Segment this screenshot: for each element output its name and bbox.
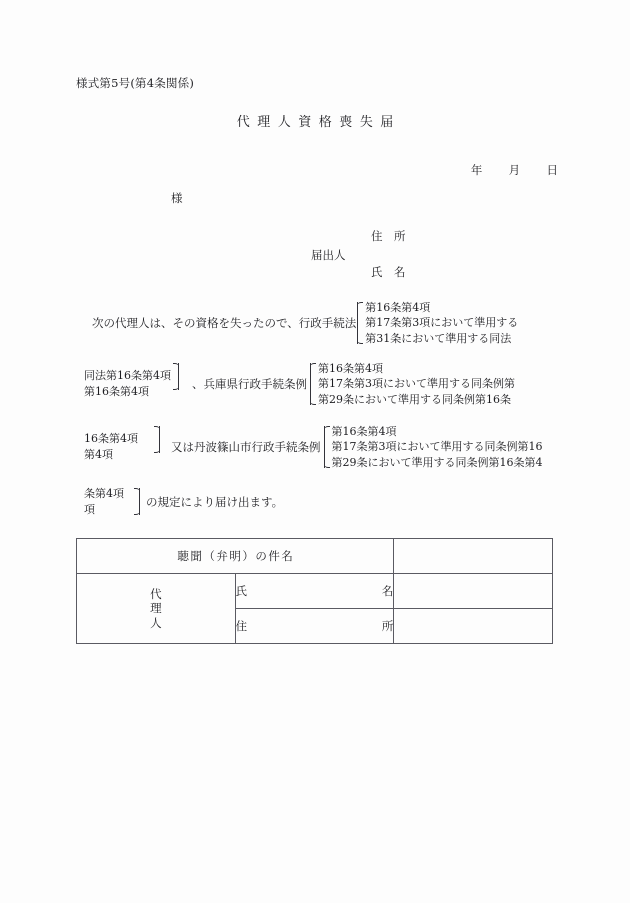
alternative-option: 第29条において準用する同条例第16条第4 (331, 455, 543, 469)
clause-connector-3: 又は丹波篠山市行政手続条例 (171, 440, 321, 455)
clause-alternatives-2 (318, 361, 515, 407)
agent-label-char: 人 (150, 615, 162, 630)
subject-value-cell[interactable] (394, 539, 553, 574)
agent-label-char: 代 (150, 587, 162, 602)
alternative-option: 第29条において準用する同条例第16条 (318, 392, 511, 406)
clause-connector-2: 、兵庫県行政手続条例 (192, 377, 307, 392)
left-brace-icon (323, 424, 332, 470)
clause-lead-text: 次の代理人は、その資格を失ったので、行政手続法 (92, 316, 357, 331)
agent-name-value-cell[interactable] (394, 574, 553, 609)
addressee-honorific: 様 (171, 191, 183, 205)
right-brace-icon (171, 361, 180, 392)
submitter-name-label: 氏 名 (371, 265, 406, 279)
clause-left-line: 同法第16条第4項 (84, 369, 171, 383)
clause-left-line: 第16条第4項 (84, 385, 149, 399)
alternative-option: 第17条第3項において準用する同条例第16 (331, 440, 543, 454)
agent-label-char: 理 (150, 601, 162, 616)
agent-address-label-cell (235, 609, 394, 644)
clause-left-line: 項 (84, 502, 95, 516)
alternative-option: 第16条第4項 (331, 425, 397, 438)
subject-label-cell: 聴聞（弁明）の件名 (77, 539, 394, 574)
clause-trailing-text: の規定により届け出ます。 (146, 494, 284, 509)
agent-address-label-left: 住 (235, 619, 248, 633)
clause-left-lines-2 (84, 368, 171, 399)
right-brace-icon (152, 424, 161, 455)
alternative-option: 第17条第3項において準用する同条例第 (318, 377, 515, 391)
agent-address-label-right: 所 (381, 619, 394, 633)
alternative-option: 第16条第4項 (318, 362, 383, 375)
agent-name-label-left: 氏 (235, 584, 248, 598)
clause-left-line: 16条第4項 (84, 432, 138, 446)
clause-left-lines-3 (84, 431, 138, 462)
date-day-label: 日 (546, 162, 559, 177)
table-row (77, 574, 553, 609)
submitter-label: 届出人 (311, 248, 346, 262)
clause-row-2 (84, 361, 515, 407)
agent-vertical-label-cell (77, 574, 236, 644)
left-brace-icon (309, 361, 318, 407)
clause-row-1 (92, 300, 518, 346)
clause-row-3 (84, 424, 543, 470)
alternative-option: 第31条において準用する同法 (365, 331, 512, 345)
clause-left-line: 第4項 (84, 448, 113, 462)
submitter-address-label: 住 所 (371, 229, 406, 243)
agent-name-label-cell (235, 574, 394, 609)
form-number: 様式第5号(第4条関係) (76, 76, 195, 90)
clause-left-lines-4 (84, 486, 124, 517)
agent-address-value-cell[interactable] (394, 609, 553, 644)
agent-name-label-right: 名 (381, 584, 394, 598)
table-row (77, 539, 553, 574)
alternative-option: 第16条第4項 (365, 301, 431, 314)
alternative-option: 第17条第3項において準用する (365, 316, 519, 330)
clause-alternatives-3 (332, 424, 543, 470)
date-line (455, 153, 558, 188)
document-title: 代理人資格喪失届 (236, 115, 401, 130)
right-brace-icon (132, 486, 141, 517)
date-month-label: 月 (508, 162, 521, 177)
date-year-label: 年 (470, 162, 483, 177)
left-brace-icon (356, 300, 365, 346)
clause-row-4 (84, 486, 283, 517)
clause-left-line: 条第4項 (84, 487, 124, 500)
agent-details-table (76, 538, 553, 644)
clause-alternatives-1 (365, 300, 518, 346)
